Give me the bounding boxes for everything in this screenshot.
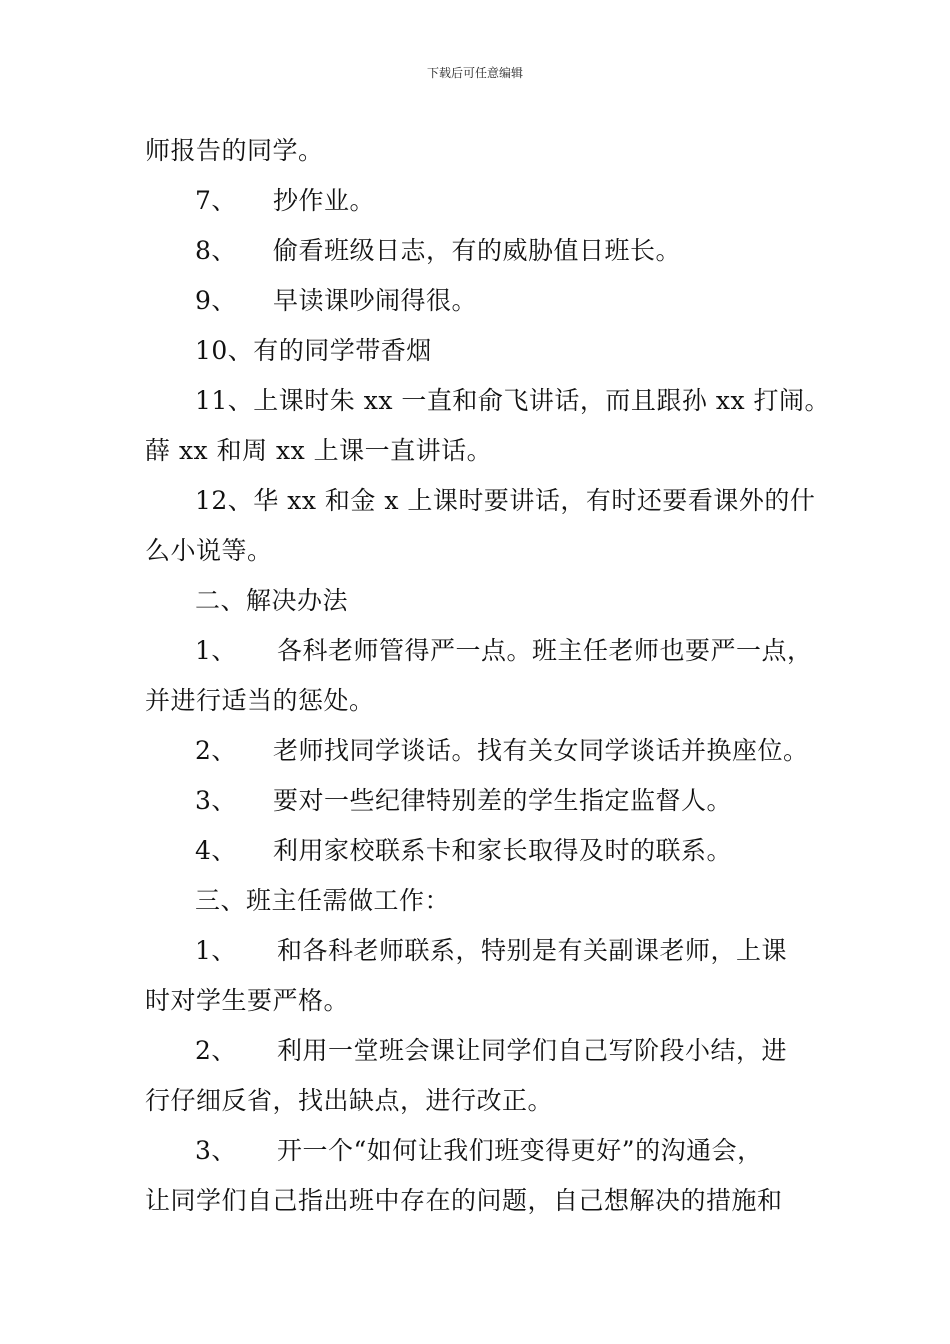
section-heading — [145, 576, 835, 626]
line-text: 让同学们自己指出班中存在的问题，自己想解决的措施和 — [145, 1186, 783, 1215]
line-text: 时对学生要严格。 — [145, 986, 350, 1015]
item-number: 3、 — [195, 786, 237, 815]
list-item — [145, 276, 835, 326]
item-number: 4、 — [195, 836, 237, 865]
text-line — [145, 976, 835, 1026]
list-item — [145, 476, 835, 526]
item-number: 2、 — [195, 736, 237, 765]
list-item — [145, 726, 835, 776]
item-number: 1、 — [195, 636, 237, 665]
list-item — [145, 226, 835, 276]
list-item — [145, 926, 835, 976]
item-text: 利用家校联系卡和家长取得及时的联系。 — [273, 836, 733, 865]
item-text: 抄作业。 — [273, 186, 376, 215]
list-item — [145, 826, 835, 876]
item-text: 利用一堂班会课让同学们自己写阶段小结，进 — [277, 1036, 788, 1065]
item-text: 和各科老师联系，特别是有关副课老师，上课 — [277, 936, 788, 965]
item-text: 各科老师管得严一点。班主任老师也要严一点， — [277, 636, 813, 665]
list-item — [145, 776, 835, 826]
heading-text: 三、班主任需做工作： — [195, 886, 451, 915]
item-number: 1、 — [195, 936, 237, 965]
item-text: 12、华 xx 和金 x 上课时要讲话，有时还要看课外的什 — [195, 486, 816, 515]
line-text: 薛 xx 和周 xx 上课一直讲话。 — [145, 436, 493, 465]
item-text: 要对一些纪律特别差的学生指定监督人。 — [273, 786, 733, 815]
list-item — [145, 1026, 835, 1076]
item-text: 开一个“如何让我们班变得更好”的沟通会， — [277, 1136, 763, 1165]
list-item — [145, 376, 835, 426]
item-text: 10、有的同学带香烟 — [195, 336, 432, 365]
text-line — [145, 526, 835, 576]
text-line — [145, 1076, 835, 1126]
item-text: 早读课吵闹得很。 — [273, 286, 478, 315]
list-item — [145, 176, 835, 226]
text-line — [145, 426, 835, 476]
item-number: 3、 — [195, 1136, 237, 1165]
list-item — [145, 1126, 835, 1176]
item-number: 7、 — [195, 186, 237, 215]
list-item — [145, 626, 835, 676]
item-number: 9、 — [195, 286, 237, 315]
heading-text: 二、解决办法 — [195, 586, 349, 615]
list-item — [145, 326, 835, 376]
line-text: 么小说等。 — [145, 536, 273, 565]
item-text: 11、上课时朱 xx 一直和俞飞讲话，而且跟孙 xx 打闹。 — [195, 386, 830, 415]
item-number: 2、 — [195, 1036, 237, 1065]
page-header: 下载后可任意编辑 — [426, 66, 523, 80]
section-heading — [145, 876, 835, 926]
line-text: 行仔细反省，找出缺点，进行改正。 — [145, 1086, 554, 1115]
document-body — [145, 126, 835, 1226]
line-text: 师报告的同学。 — [145, 136, 324, 165]
text-line — [145, 676, 835, 726]
item-text: 偷看班级日志，有的威胁值日班长。 — [273, 236, 682, 265]
line-text: 并进行适当的惩处。 — [145, 686, 375, 715]
item-text: 老师找同学谈话。找有关女同学谈话并换座位。 — [273, 736, 809, 765]
text-line — [145, 1176, 835, 1226]
text-line — [145, 126, 835, 176]
item-number: 8、 — [195, 236, 237, 265]
